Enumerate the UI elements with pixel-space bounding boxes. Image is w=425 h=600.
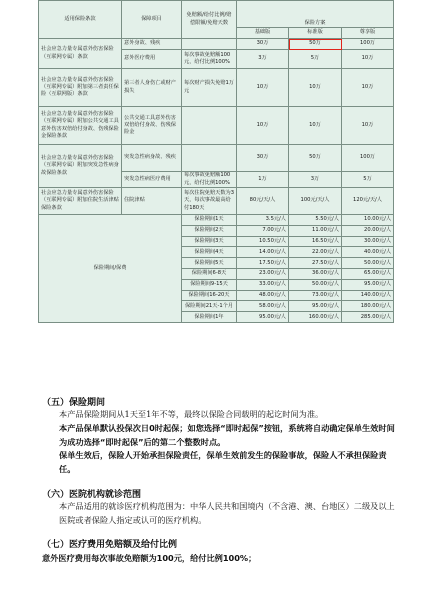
item-cell: 住院津贴 (122, 188, 182, 215)
value-cell-premium: 10万 (342, 107, 394, 145)
value-cell-basic: 10万 (237, 107, 289, 145)
premium-cell-basic: 23.00元/人 (237, 268, 289, 279)
premium-cell-basic: 14.00元/人 (237, 247, 289, 258)
period-label-cell: 保险期间/保费 (39, 215, 182, 323)
section-6-paragraph-1: 本产品适用的就诊医疗机构范围为：中华人民共和国境内（不含港、澳、台地区）二级及以上医院或者保险人指定或认可的医疗机构。 (59, 501, 395, 525)
period-name-cell: 保险期间16-20天 (182, 290, 237, 301)
premium-cell-premium: 95.00元/人 (342, 279, 394, 290)
value-cell-standard: 5万 (289, 50, 342, 69)
clause-cell: 社会应急力量专属意外伤害保险（互联网专属）附加突发急性病身故保险条款 (39, 145, 122, 188)
header-standard: 标准版 (289, 28, 342, 39)
premium-cell-basic: 17.50元/人 (237, 258, 289, 269)
premium-cell-basic: 95.00元/人 (237, 312, 289, 323)
value-cell-standard: 10万 (289, 107, 342, 145)
period-name-cell: 保险期间9-15天 (182, 279, 237, 290)
value-cell-basic: 30万 (237, 145, 289, 172)
value-cell-basic: 30万 (237, 39, 289, 50)
premium-cell-premium: 140.00元/人 (342, 290, 394, 301)
coverage-row (39, 69, 394, 107)
period-name-cell: 保险期间21天-1个月 (182, 301, 237, 312)
coverage-row (39, 107, 394, 145)
premium-cell-premium: 285.00元/人 (342, 312, 394, 323)
period-name-cell: 保险期间3天 (182, 236, 237, 247)
premium-cell-standard: 11.00元/人 (289, 225, 342, 236)
section-6-title: （六）医院机构就诊范围 (42, 490, 142, 500)
item-cell: 第三者人身伤亡或财产损失 (122, 69, 182, 107)
section-5-title: （五）保险期间 (42, 398, 106, 408)
header-clause: 适用保险条款 (39, 1, 122, 39)
period-row (39, 215, 394, 226)
value-cell-basic: 1万 (237, 172, 289, 188)
value-cell-standard: 100元/天/人 (289, 188, 342, 215)
value-cell-standard: 50万 (289, 145, 342, 172)
item-cell: 意外身故、残疾 (122, 39, 182, 50)
value-cell-standard: 50万 (289, 39, 342, 50)
premium-cell-basic: 48.00元/人 (237, 290, 289, 301)
premium-cell-standard: 16.50元/人 (289, 236, 342, 247)
item-cell: 突发急性病身故、残疾 (122, 145, 182, 172)
value-cell-premium: 10万 (342, 69, 394, 107)
premium-cell-premium: 10.00元/人 (342, 215, 394, 226)
header-deductible: 免赔额/给付比例/赔偿限额/免赔天数 (182, 1, 237, 39)
deductible-cell: 每次事故免赔额100元，给付比例100% (182, 50, 237, 69)
coverage-row (39, 145, 394, 172)
premium-cell-premium: 30.00元/人 (342, 236, 394, 247)
period-name-cell: 保险期间1天 (182, 215, 237, 226)
premium-cell-standard: 5.50元/人 (289, 215, 342, 226)
premium-cell-basic: 10.50元/人 (237, 236, 289, 247)
header-premium: 尊享版 (342, 28, 394, 39)
section-7-paragraph-1: 意外医疗费用每次事故免赔额为100元，给付比例100%； (42, 553, 257, 563)
header-plan: 保险方案 (237, 1, 394, 28)
deductible-cell: 每次财产损失免赔1万元 (182, 69, 237, 107)
premium-cell-standard: 22.00元/人 (289, 247, 342, 258)
deductible-cell: 每次事故免赔额100元，给付比例100% (182, 172, 237, 188)
header-item: 保障项目 (122, 1, 182, 39)
clause-cell: 社会应急力量专属意外伤害保险（互联网专属）附加第三者责任保险（互联网版）条款 (39, 69, 122, 107)
header-basic: 基础版 (237, 28, 289, 39)
period-name-cell: 保险期间5天 (182, 258, 237, 269)
clause-cell: 社会应急力量专属意外伤害保险（互联网专属）附加住院生活津贴保险条款 (39, 188, 122, 215)
value-cell-standard: 3万 (289, 172, 342, 188)
premium-cell-standard: 160.00元/人 (289, 312, 342, 323)
deductible-cell (182, 39, 237, 50)
value-cell-premium: 100万 (342, 39, 394, 50)
value-cell-premium: 10万 (342, 50, 394, 69)
coverage-row (39, 39, 394, 50)
premium-cell-basic: 3.5元/人 (237, 215, 289, 226)
premium-cell-premium: 40.00元/人 (342, 247, 394, 258)
value-cell-premium: 5万 (342, 172, 394, 188)
premium-cell-standard: 27.50元/人 (289, 258, 342, 269)
premium-cell-standard: 73.00元/人 (289, 290, 342, 301)
premium-cell-standard: 36.00元/人 (289, 268, 342, 279)
premium-cell-premium: 50.00元/人 (342, 258, 394, 269)
value-cell-basic: 3万 (237, 50, 289, 69)
premium-cell-premium: 20.00元/人 (342, 225, 394, 236)
deductible-cell (182, 107, 237, 145)
insurance-plan-table (38, 0, 394, 323)
value-cell-basic: 80元/天/人 (237, 188, 289, 215)
period-name-cell: 保险期间4天 (182, 247, 237, 258)
item-cell: 意外医疗费用 (122, 50, 182, 69)
value-cell-basic: 10万 (237, 69, 289, 107)
premium-cell-standard: 95.00元/人 (289, 301, 342, 312)
value-cell-premium: 100万 (342, 145, 394, 172)
section-5-paragraph-2: 本产品保单默认投保次日0时起保；如您选择“即时起保”按钮，系统将自动确定保单生效时间为成功选择“即时起保”后的第二个整数时点。 (59, 423, 395, 447)
section-7-title: （七）医疗费用免赔额及给付比例 (42, 540, 178, 550)
deductible-cell (182, 145, 237, 172)
period-name-cell: 保险期间2天 (182, 225, 237, 236)
period-name-cell: 保险期间6-8天 (182, 268, 237, 279)
item-cell: 公共交通工具意外伤害双倍给付身故、伤残保险金 (122, 107, 182, 145)
section-5-paragraph-1: 本产品保险期间从1天至1年不等，最终以保险合同载明的起讫时间为准。 (59, 409, 324, 419)
premium-cell-premium: 65.00元/人 (342, 268, 394, 279)
insurance-plan-table-wrap (38, 0, 393, 323)
value-cell-standard: 10万 (289, 69, 342, 107)
period-name-cell: 保险期间1年 (182, 312, 237, 323)
premium-cell-premium: 180.00元/人 (342, 301, 394, 312)
deductible-cell: 每次住院免赔天数为3天，每次事故最高给付180天 (182, 188, 237, 215)
item-cell: 突发急性病医疗费用 (122, 172, 182, 188)
section-5-paragraph-3: 保单生效后，保险人开始承担保险责任，保单生效前发生的保险事故，保险人不承担保险责任。 (59, 450, 387, 474)
premium-cell-basic: 7.00元/人 (237, 225, 289, 236)
premium-cell-basic: 33.00元/人 (237, 279, 289, 290)
clause-cell: 社会应急力量专属意外伤害保险（互联网专属）附加公共交通工具意外伤害双倍给付身故、伤残保险金保险条款 (39, 107, 122, 145)
premium-cell-basic: 58.00元/人 (237, 301, 289, 312)
clause-cell: 社会应急力量专属意外伤害保险（互联网专属）条款 (39, 39, 122, 69)
premium-cell-standard: 50.00元/人 (289, 279, 342, 290)
coverage-row (39, 188, 394, 215)
value-cell-premium: 120元/天/人 (342, 188, 394, 215)
